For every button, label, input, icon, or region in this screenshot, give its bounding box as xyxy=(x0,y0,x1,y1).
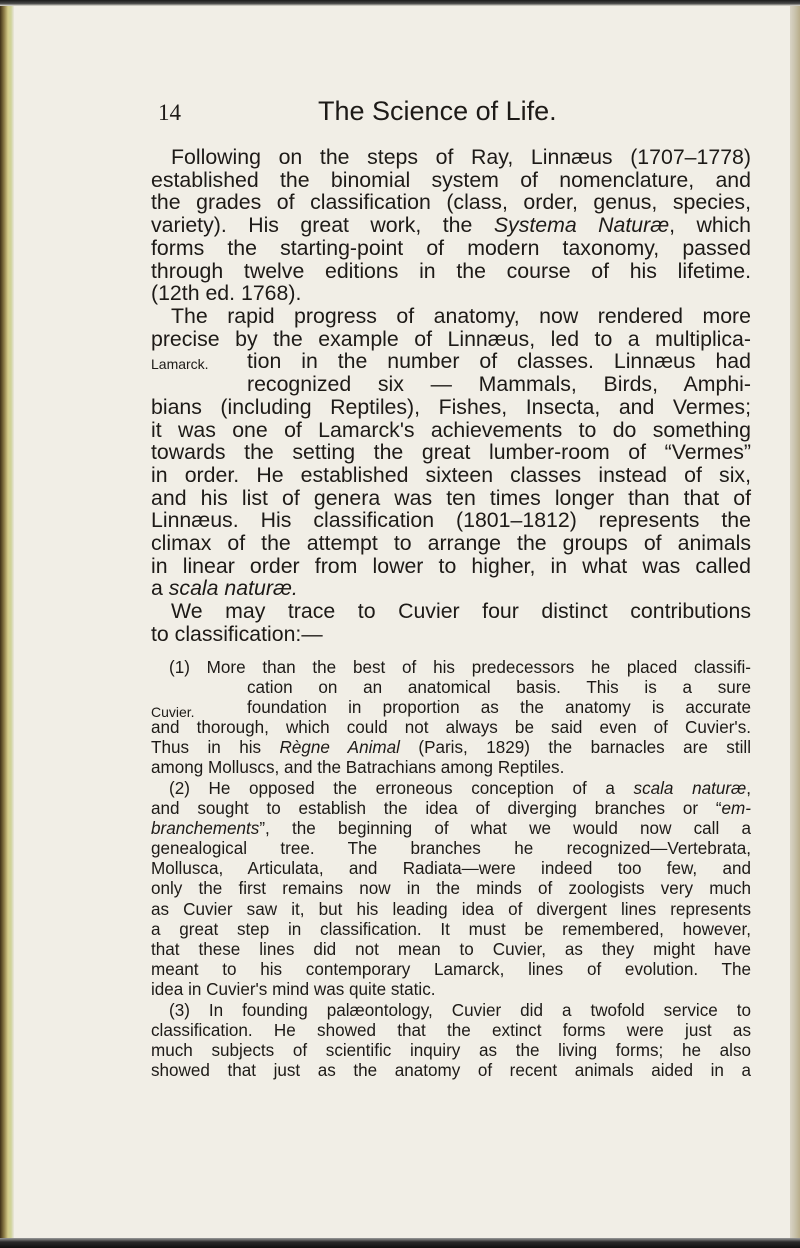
paragraph-cuvier-intro xyxy=(151,600,751,645)
text-line: tion in the number of classes. Linnæus had xyxy=(247,349,751,374)
page-right-edge xyxy=(790,0,800,1248)
paragraph-linnaeus xyxy=(151,146,751,305)
text-line: it was one of Lamarck's achievements to do something xyxy=(151,417,751,442)
text-line: variety). His great work, the Systema Naturæ, which xyxy=(151,213,751,238)
text-line: as Cuvier saw it, but his leading idea of divergent lines represents xyxy=(151,899,751,919)
book-spine-edge xyxy=(0,0,14,1248)
text-line: among Molluscs, and the Batrachians among Reptiles. xyxy=(151,758,565,778)
text-line: the grades of classification (class, order, genus, species, xyxy=(151,190,751,215)
text-line: meant to his contemporary Lamarck, lines of evolution. The xyxy=(151,959,751,979)
text-line: cation on an anatomical basis. This is a sure xyxy=(247,678,751,698)
text-line: much subjects of scientific inquiry as the living forms; he also xyxy=(151,1041,751,1061)
text-line: foundation in proportion as the anatomy is accurate xyxy=(247,698,751,718)
text-line: and thorough, which could not always be said even of Cuvier's. xyxy=(151,718,751,738)
text-line: Thus in his Règne Animal (Paris, 1829) the barnacles are still xyxy=(151,738,751,758)
text-line: and sought to establish the idea of diverging branches or “em- xyxy=(151,799,751,819)
page-top-edge xyxy=(0,0,800,6)
text-line: only the first remains now in the minds of zoologists very much xyxy=(151,879,751,899)
running-title: The Science of Life. xyxy=(318,96,557,126)
text-line: (1) More than the best of his predecessors he placed classifi- xyxy=(169,658,751,677)
text-line: climax of the attempt to arrange the groups of animals xyxy=(151,531,751,556)
text-line: precise by the example of Linnæus, led to a multiplica- xyxy=(151,326,751,351)
cuvier-point-3 xyxy=(151,1001,751,1081)
text-line: Linnæus. His classification (1801–1812) represents the xyxy=(151,508,751,533)
text-line: through twelve editions in the course of his lifetime. xyxy=(151,258,751,283)
running-head xyxy=(0,96,800,136)
text-line: showed that just as the anatomy of recent animals aided in a xyxy=(151,1061,751,1081)
paragraph-lamarck xyxy=(151,305,751,600)
text-line: established the binomial system of nomenclature, and xyxy=(151,167,751,192)
text-line: in linear order from lower to higher, in what was called xyxy=(151,553,751,578)
text-line: to classification:— xyxy=(151,621,323,646)
text-line: towards the setting the great lumber-room of “Vermes” xyxy=(151,440,751,465)
text-line: genealogical tree. The branches he recognized—Vertebrata, xyxy=(151,839,751,859)
text-line: (12th ed. 1768). xyxy=(151,281,302,306)
text-line: classification. He showed that the extinct forms were just as xyxy=(151,1021,751,1041)
text-line: a scala naturæ. xyxy=(151,576,298,601)
text-line: Mollusca, Articulata, and Radiata—were indeed too few, and xyxy=(151,859,751,879)
text-line: (2) He opposed the erroneous conception of a scala naturæ, xyxy=(169,779,751,798)
margin-note-cuvier: Cuvier. xyxy=(151,704,195,720)
cuvier-point-1 xyxy=(151,658,751,779)
text-line: The rapid progress of anatomy, now rendered more xyxy=(171,304,751,328)
margin-note-lamarck: Lamarck. xyxy=(151,356,209,372)
text-line: bians (including Reptiles), Fishes, Insecta, and Vermes; xyxy=(151,394,751,419)
text-line: forms the starting-point of modern taxonomy, passed xyxy=(151,235,751,260)
text-line: (3) In founding palæontology, Cuvier did a twofold service to xyxy=(169,1001,751,1020)
text-line: branchements”, the beginning of what we would now call a xyxy=(151,819,751,839)
text-line: a great step in classification. It must be remembered, however, xyxy=(151,919,751,939)
page-number: 14 xyxy=(158,100,181,125)
text-line: in order. He established sixteen classes instead of six, xyxy=(151,462,751,487)
cuvier-point-2 xyxy=(151,779,751,1000)
text-line: recognized six — Mammals, Birds, Amphi- xyxy=(247,372,751,397)
text-line: We may trace to Cuvier four distinct contributions xyxy=(171,599,751,623)
text-line: Following on the steps of Ray, Linnæus (1707–1778) xyxy=(171,145,751,169)
page-bottom-edge xyxy=(0,1238,800,1248)
text-line: that these lines did not mean to Cuvier, as they might have xyxy=(151,939,751,959)
text-line: and his list of genera was ten times longer than that of xyxy=(151,485,751,510)
text-line: idea in Cuvier's mind was quite static. xyxy=(151,979,436,999)
